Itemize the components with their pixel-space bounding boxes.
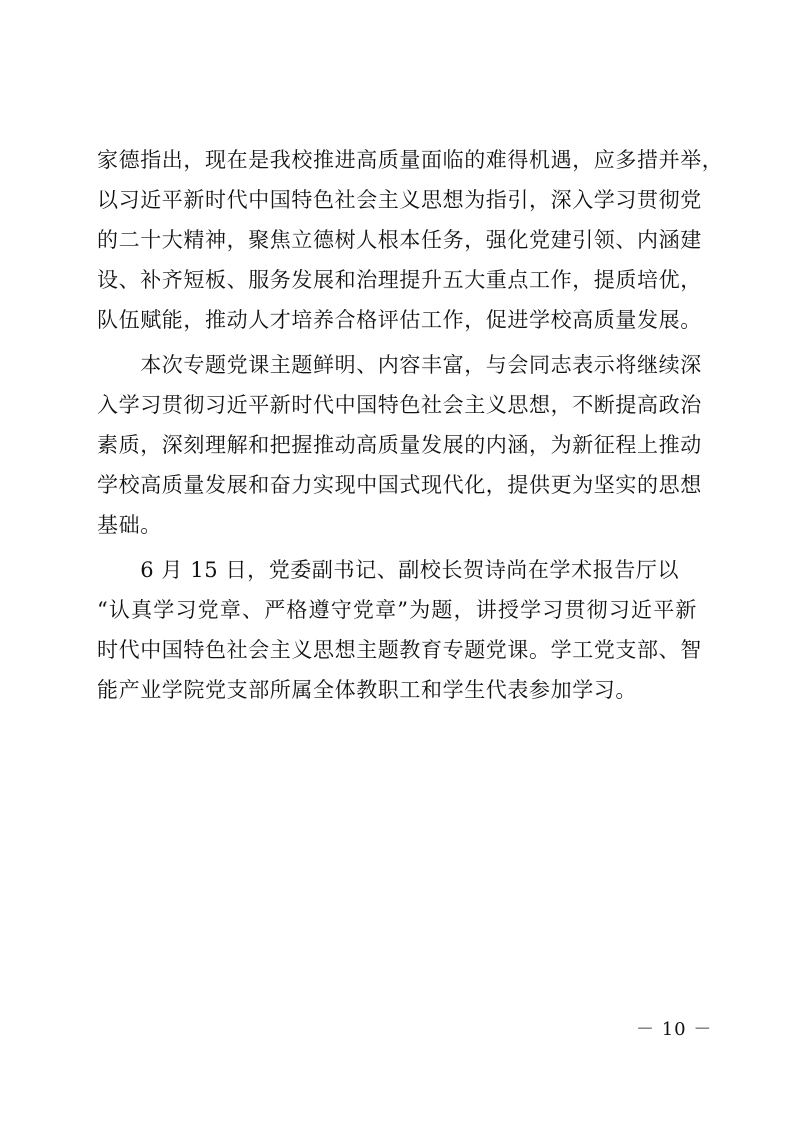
paragraph-3 [97,550,702,710]
page-number: － 10 － [636,1019,713,1040]
paragraph-line: 家德指出，现在是我校推进高质量面临的难得机遇，应多措并举， [97,148,724,172]
paragraph-line: 基础。 [97,513,162,537]
paragraph-line: 素质，深刻理解和把握推动高质量发展的内涵，为新征程上推动 [97,433,702,457]
paragraph-line: 入学习贯彻习近平新时代中国特色社会主义思想，不断提高政治 [97,393,702,417]
paragraph-line: 以习近平新时代中国特色社会主义思想为指引，深入学习贯彻党 [97,188,702,212]
paragraph-line: 能产业学院党支部所属全体教职工和学生代表参加学习。 [97,678,637,702]
paragraph-line: 设、补齐短板、服务发展和治理提升五大重点工作，提质培优， [97,268,702,292]
paragraph-line: 学校高质量发展和奋力实现中国式现代化，提供更为坚实的思想 [97,473,702,497]
document-body [97,140,724,710]
paragraph-line: 本次专题党课主题鲜明、内容丰富，与会同志表示将继续深 [97,353,702,377]
paragraph-1 [97,140,724,340]
paragraph-2 [97,345,702,545]
paragraph-line: 6 月 15 日，党委副书记、副校长贺诗尚在学术报告厅以 [97,558,680,582]
paragraph-line: “认真学习党章、严格遵守党章”为题，讲授学习贯彻习近平新 [97,598,697,622]
paragraph-line: 队伍赋能，推动人才培养合格评估工作，促进学校高质量发展。 [97,308,702,332]
paragraph-line: 时代中国特色社会主义思想主题教育专题党课。学工党支部、智 [97,638,702,662]
paragraph-line: 的二十大精神，聚焦立德树人根本任务，强化党建引领、内涵建 [97,228,702,252]
